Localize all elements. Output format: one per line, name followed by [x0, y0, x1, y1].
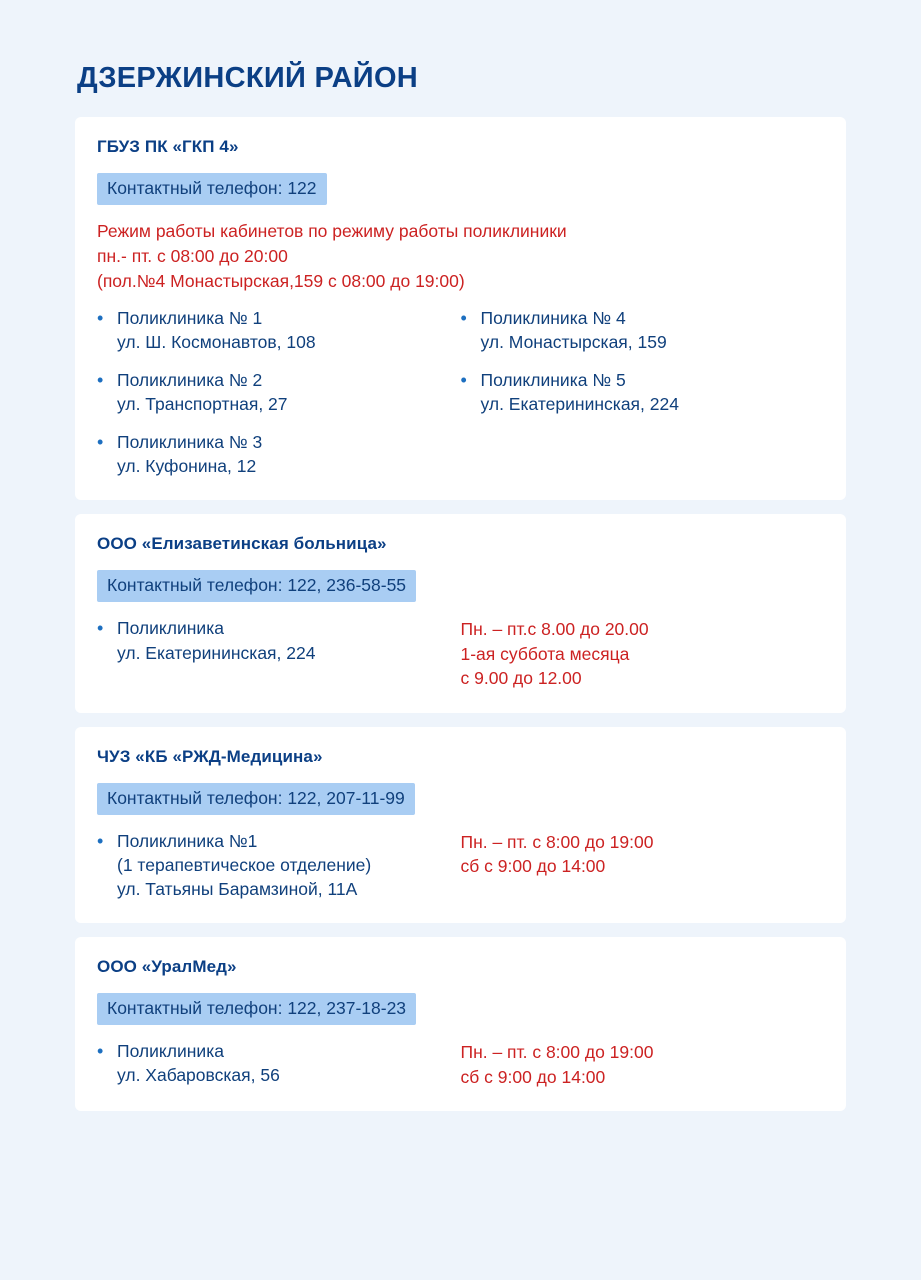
- clinic-row: [97, 1039, 824, 1089]
- clinic-row: [97, 616, 824, 691]
- list-item: [461, 368, 825, 416]
- clinic-card: [75, 937, 846, 1111]
- clinic-address: ул. Татьяны Барамзиной, 11А: [117, 879, 358, 900]
- contact-phone-badge[interactable]: Контактный телефон: 122, 237-18-23: [97, 993, 416, 1025]
- organization-title: ЧУЗ «КБ «РЖД-Медицина»: [97, 746, 323, 766]
- hours-line: Пн. – пт. с 8:00 до 19:00: [460, 1042, 654, 1063]
- clinic-address: ул. Куфонина, 12: [117, 456, 257, 477]
- clinic-name: Поликлиника № 3: [117, 432, 263, 453]
- contact-phone-badge[interactable]: Контактный телефон: 122, 236-58-55: [97, 570, 416, 602]
- bullet-icon: •: [97, 830, 104, 851]
- clinic-card: [75, 727, 846, 923]
- bullet-icon: •: [97, 307, 104, 328]
- list-item: [97, 430, 461, 478]
- clinic-address: ул. Хабаровская, 56: [117, 1065, 280, 1086]
- bullet-icon: •: [97, 369, 104, 390]
- hours-line: Пн. – пт.с 8.00 до 20.00: [460, 619, 649, 640]
- bullet-icon: •: [460, 307, 467, 328]
- bullet-icon: •: [97, 1041, 104, 1062]
- list-item: [97, 616, 461, 664]
- schedule-line: Режим работы кабинетов по режиму работы поликлиники: [97, 221, 567, 241]
- hours-line: с 9.00 до 12.00: [460, 668, 582, 689]
- clinic-card: [75, 117, 846, 500]
- list-item: [97, 829, 461, 901]
- clinic-address: ул. Монастырская, 159: [480, 331, 667, 352]
- clinic-name: Поликлиника № 5: [480, 369, 626, 390]
- hours-line: 1-ая суббота месяца: [460, 643, 630, 664]
- list-item: [97, 1039, 461, 1087]
- working-hours: [461, 616, 825, 691]
- clinic-department: (1 терапевтическое отделение): [117, 855, 372, 876]
- contact-phone-badge[interactable]: Контактный телефон: 122: [97, 173, 327, 205]
- organization-title: ООО «УралМед»: [97, 957, 237, 977]
- clinic-name: Поликлиника № 2: [117, 369, 263, 390]
- schedule-line: пн.- пт. с 08:00 до 20:00: [97, 245, 288, 266]
- hours-line: сб с 9:00 до 14:00: [460, 856, 606, 877]
- contact-phone-badge[interactable]: Контактный телефон: 122, 207-11-99: [97, 783, 415, 815]
- clinic-name: Поликлиника № 1: [117, 307, 263, 328]
- clinic-name: Поликлиника № 4: [480, 307, 626, 328]
- clinic-name: Поликлиника: [117, 618, 224, 639]
- organization-title: ГБУЗ ПК «ГКП 4»: [97, 137, 239, 156]
- clinic-name: Поликлиника №1: [117, 830, 258, 851]
- clinic-row: [97, 829, 824, 901]
- clinic-card: [75, 514, 846, 713]
- clinic-address: ул. Транспортная, 27: [117, 393, 288, 414]
- clinic-address: ул. Екатерининская, 224: [117, 642, 316, 663]
- schedule-line: (пол.№4 Монастырская,159 с 08:00 до 19:00): [97, 270, 465, 291]
- bullet-icon: •: [97, 618, 104, 639]
- list-item: [97, 306, 461, 354]
- list-item: [97, 368, 461, 416]
- clinic-column-right: [461, 306, 825, 479]
- hours-line: Пн. – пт. с 8:00 до 19:00: [460, 831, 654, 852]
- page-title: ДЗЕРЖИНСКИЙ РАЙОН: [77, 62, 419, 94]
- bullet-icon: •: [460, 369, 467, 390]
- bullet-icon: •: [97, 432, 104, 453]
- schedule-note: [97, 219, 824, 294]
- hours-line: сб с 9:00 до 14:00: [460, 1066, 606, 1087]
- clinic-address: ул. Ш. Космонавтов, 108: [117, 331, 316, 352]
- clinic-columns: [97, 306, 824, 479]
- working-hours: [461, 829, 825, 901]
- working-hours: [461, 1039, 825, 1089]
- clinic-name: Поликлиника: [117, 1041, 224, 1062]
- organization-title: ООО «Елизаветинская больница»: [97, 534, 387, 554]
- clinic-address: ул. Екатерининская, 224: [480, 393, 679, 414]
- list-item: [461, 306, 825, 354]
- clinic-column-left: [97, 306, 461, 479]
